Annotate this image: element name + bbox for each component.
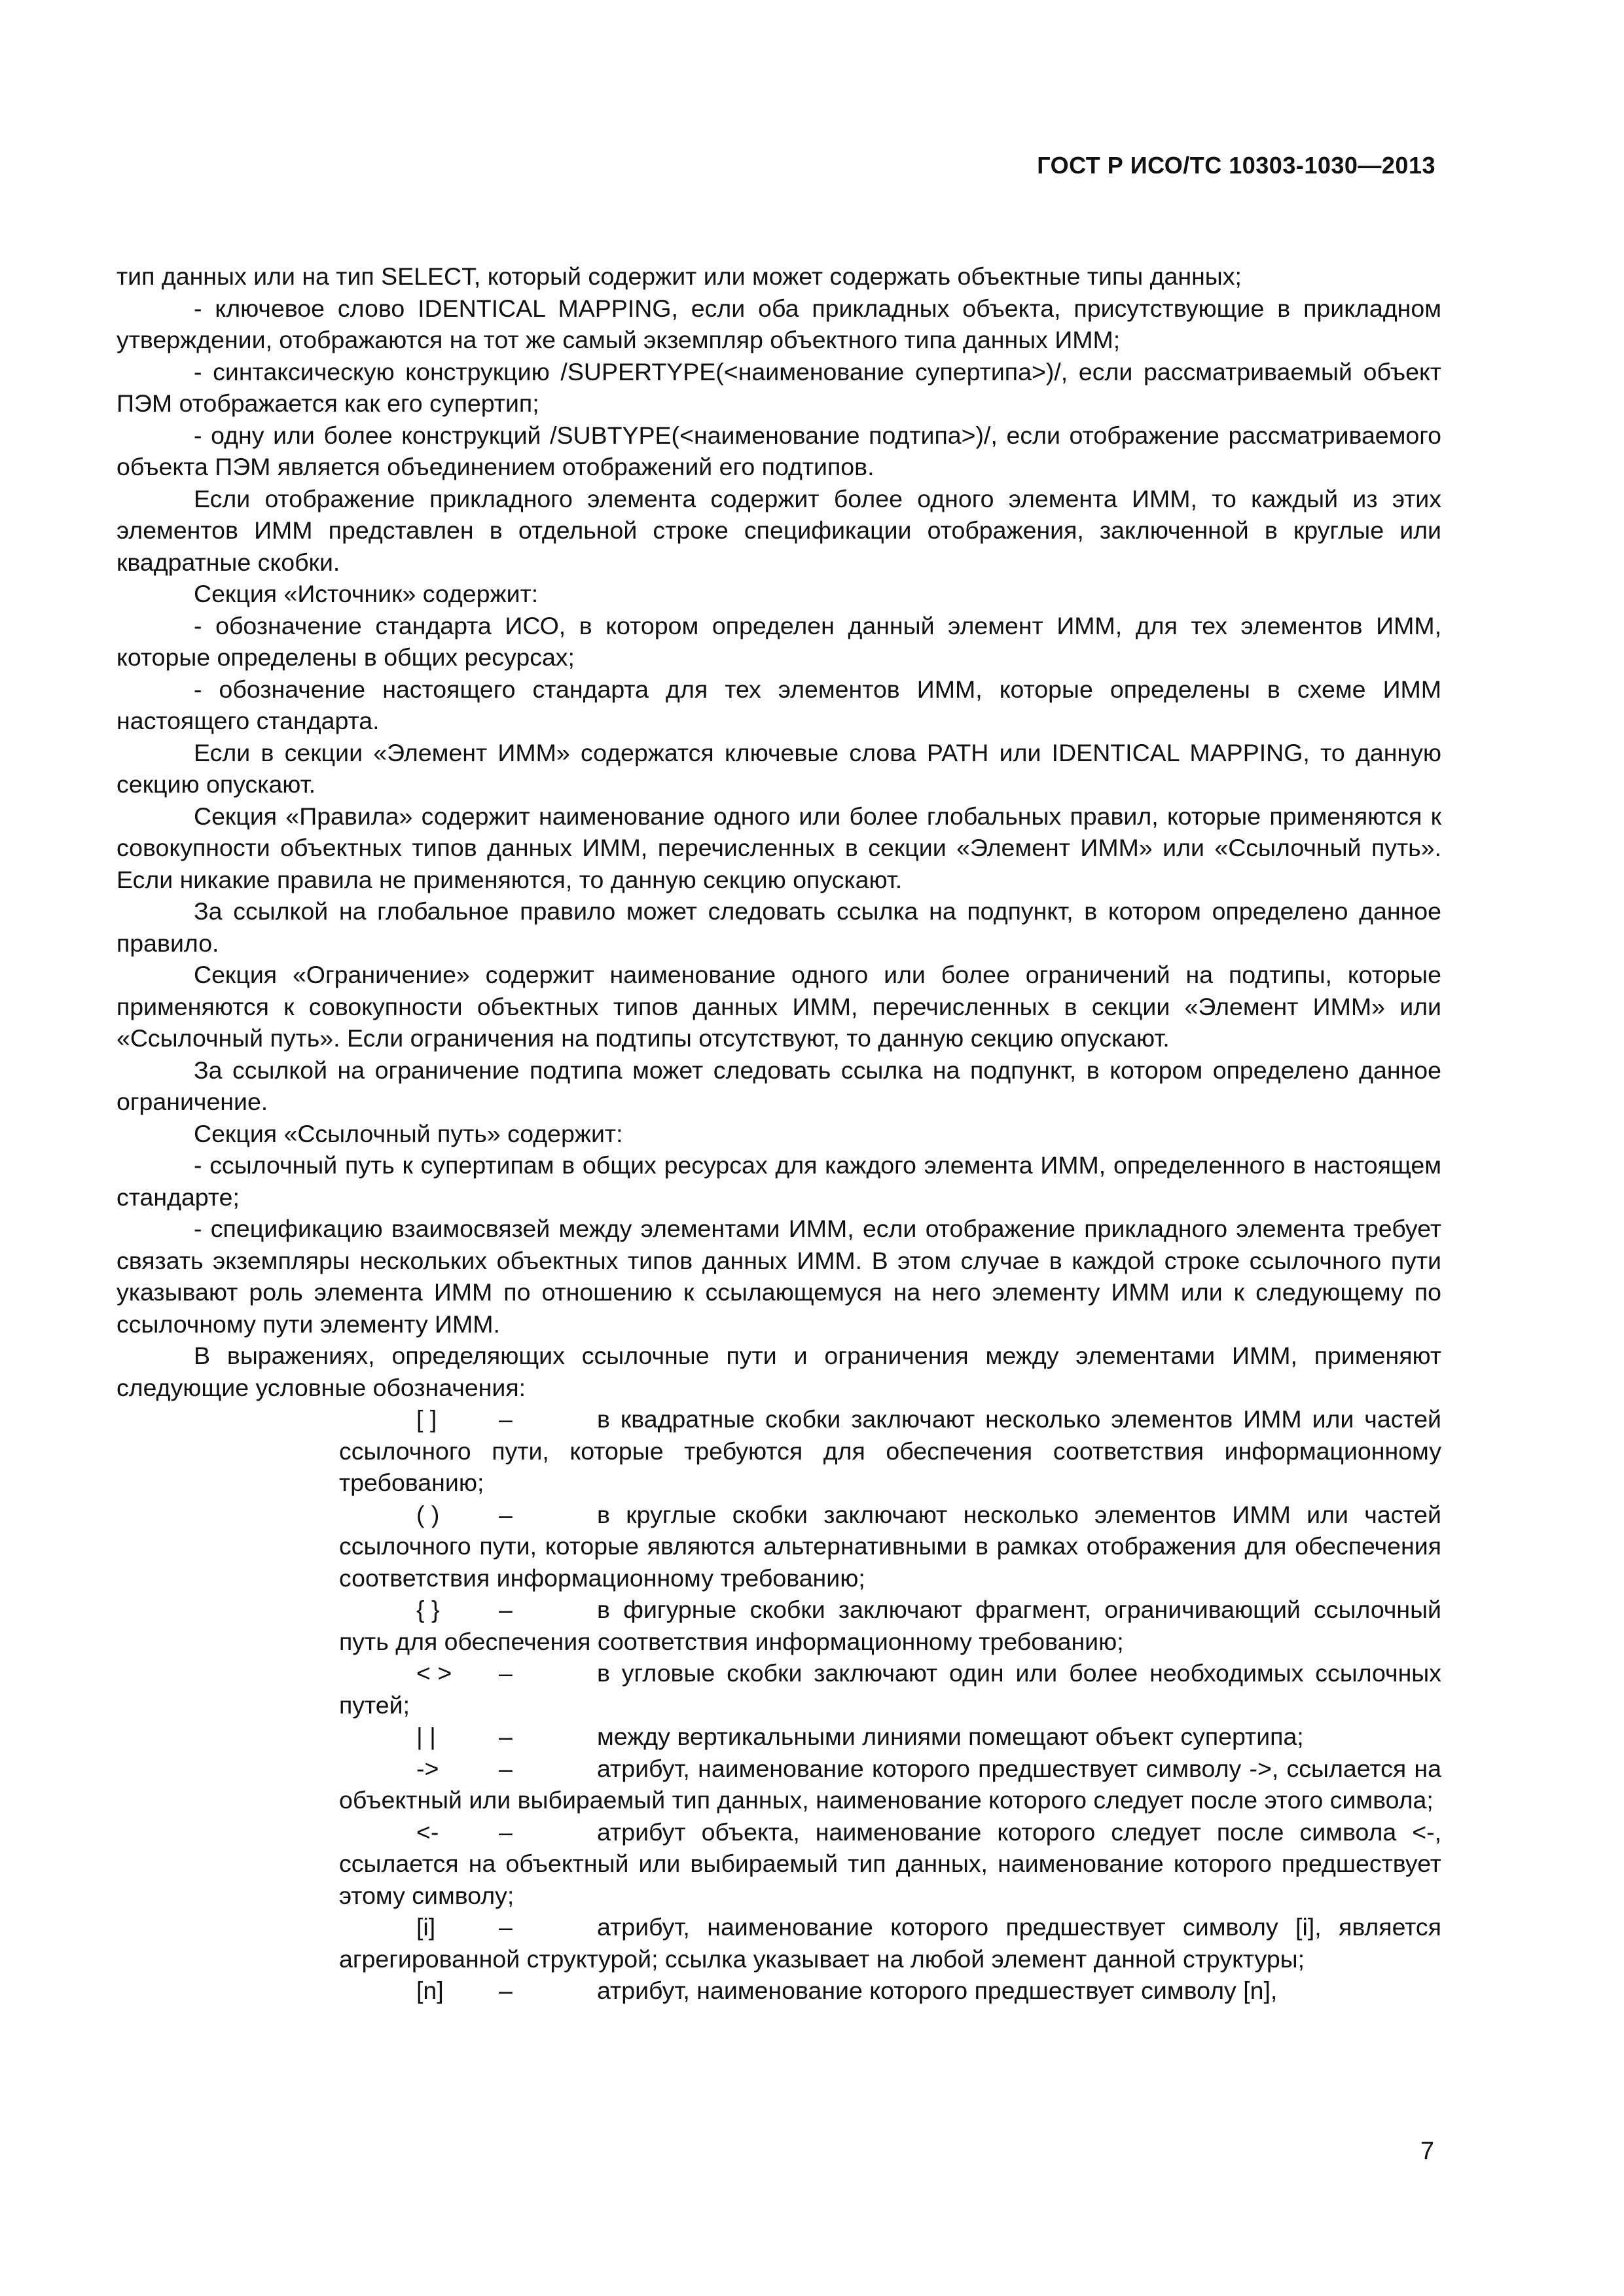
definition-text: в фигурные скобки заключают фрагмент, ограничивающий ссылочный путь для обеспечения соответствия информационному требованию; [339, 1596, 1441, 1655]
notation-definitions [339, 1403, 1441, 2007]
body-paragraphs [117, 260, 1441, 1403]
paragraph: - обозначение стандарта ИСО, в котором определен данный элемент ИММ, для тех элементов ИММ, которые определены в общих ресурсах; [117, 611, 1441, 671]
definition-text: атрибут, наименование которого предшествует символу ->, ссылается на объектный или выбираемый тип данных, наименование которого следует после этого символа; [339, 1754, 1441, 1814]
definition-symbol: < > [416, 1659, 452, 1687]
definition-dash: – [499, 1659, 513, 1687]
definition-dash: – [499, 1500, 513, 1528]
definition-text: атрибут объекта, наименование которого следует после символа <-, ссылается на объектный или выбираемый тип данных, наименование которого предшествует этому символу; [339, 1818, 1441, 1909]
paragraph: - одну или более конструкций /SUBTYPE(<наименование подтипа>)/, если отображение рассматриваемого объекта ПЭМ является объединением отображений его подтипов. [117, 421, 1441, 480]
definition-item [339, 1911, 1441, 1975]
paragraph: Если в секции «Элемент ИММ» содержатся ключевые слова PATH или IDENTICAL MAPPING, то данную секцию опускают. [117, 738, 1441, 798]
paragraph: - синтаксическую конструкцию /SUPERTYPE(<наименование супертипа>)/, если рассматриваемый объект ПЭМ отображается как его супертип; [117, 357, 1441, 417]
definition-text: между вертикальными линиями помещают объект супертипа; [597, 1723, 1304, 1750]
definition-item [339, 1499, 1441, 1594]
definition-text: атрибут, наименование которого предшествует символу [n], [597, 1977, 1278, 2004]
definition-dash: – [499, 1818, 513, 1846]
definition-dash: – [499, 1754, 513, 1782]
paragraph: Секция «Ограничение» содержит наименование одного или более ограничений на подтипы, которые применяются к совокупности объектных типов данных ИММ, перечисленных в секции «Элемент ИММ» или «Ссылочный путь». Если ограничения на подтипы отсутствуют, то данную секцию опускают. [117, 961, 1441, 1052]
definition-text: в квадратные скобки заключают несколько элементов ИММ или частей ссылочного пути, которые требуются для обеспечения соответствия информационному требованию; [339, 1405, 1441, 1496]
paragraph: Секция «Ссылочный путь» содержит: [194, 1119, 623, 1147]
definition-item [339, 1975, 1441, 2007]
definition-item [339, 1403, 1441, 1499]
definition-symbol: [i] [416, 1913, 436, 1941]
paragraph: В выражениях, определяющих ссылочные пути и ограничения между элементами ИММ, применяют следующие условные обозначения: [117, 1342, 1441, 1401]
definition-symbol: | | [416, 1723, 436, 1750]
paragraph: - ключевое слово IDENTICAL MAPPING, если оба прикладных объекта, присутствующие в прикладном утверждении, отображаются на тот же самый экземпляр объектного типа данных ИММ; [117, 294, 1441, 353]
document-body [117, 260, 1441, 2007]
definition-dash: – [499, 1913, 513, 1941]
definition-symbol: { } [416, 1596, 440, 1623]
definition-item [339, 1594, 1441, 1657]
paragraph: За ссылкой на ограничение подтипа может следовать ссылка на подпункт, в котором определено данное ограничение. [117, 1056, 1441, 1115]
paragraph: - спецификацию взаимосвязей между элементами ИММ, если отображение прикладного элемента требует связать экземпляры нескольких объектных типов данных ИММ. В этом случае в каждой строке ссылочного пути указывают роль элемента ИММ по отношению к ссылающемуся на него элементу ИММ или к следующему по ссылочному пути элементу ИММ. [117, 1215, 1441, 1338]
definition-item [339, 1657, 1441, 1721]
paragraph: - обозначение настоящего стандарта для тех элементов ИММ, которые определены в схеме ИММ настоящего стандарта. [117, 675, 1441, 734]
definition-dash: – [499, 1977, 513, 2004]
definition-text: в угловые скобки заключают один или более необходимых ссылочных путей; [339, 1659, 1441, 1719]
definition-symbol: ( ) [416, 1500, 440, 1528]
paragraph: Если отображение прикладного элемента содержит более одного элемента ИММ, то каждый из этих элементов ИММ представлен в отдельной строке спецификации отображения, заключенной в круглые или квадратные скобки. [117, 484, 1441, 576]
paragraph: тип данных или на тип SELECT, который содержит или может содержать объектные типы данных; [117, 262, 1242, 290]
definition-symbol: -> [416, 1754, 439, 1782]
definition-symbol: <- [416, 1818, 439, 1846]
definition-text: в круглые скобки заключают несколько элементов ИММ или частей ссылочного пути, которые являются альтернативными в рамках отображения для обеспечения соответствия информационному требованию; [339, 1500, 1441, 1592]
definition-text: атрибут, наименование которого предшествует символу [i], является агрегированной структурой; ссылка указывает на любой элемент данной структуры; [339, 1913, 1441, 1973]
definition-symbol: [ ] [416, 1405, 437, 1433]
definition-symbol: [n] [416, 1977, 444, 2004]
paragraph: Секция «Правила» содержит наименование одного или более глобальных правил, которые применяются к совокупности объектных типов данных ИММ, перечисленных в секции «Элемент ИММ» или «Ссылочный путь». Если никакие правила не применяются, то данную секцию опускают. [117, 802, 1441, 893]
paragraph: За ссылкой на глобальное правило может следовать ссылка на подпункт, в котором определено данное правило. [117, 897, 1441, 957]
paragraph: - ссылочный путь к супертипам в общих ресурсах для каждого элемента ИММ, определенного в настоящем стандарте; [117, 1151, 1441, 1211]
page-number: 7 [1420, 2138, 1434, 2165]
definition-item [339, 1816, 1441, 1912]
definition-dash: – [499, 1596, 513, 1623]
definition-dash: – [499, 1405, 513, 1433]
definition-item [339, 1753, 1441, 1816]
paragraph: Секция «Источник» содержит: [194, 580, 539, 607]
document-header-id: ГОСТ Р ИСО/ТС 10303-1030—2013 [1037, 152, 1435, 179]
definition-item [339, 1721, 1441, 1753]
definition-dash: – [499, 1723, 513, 1750]
